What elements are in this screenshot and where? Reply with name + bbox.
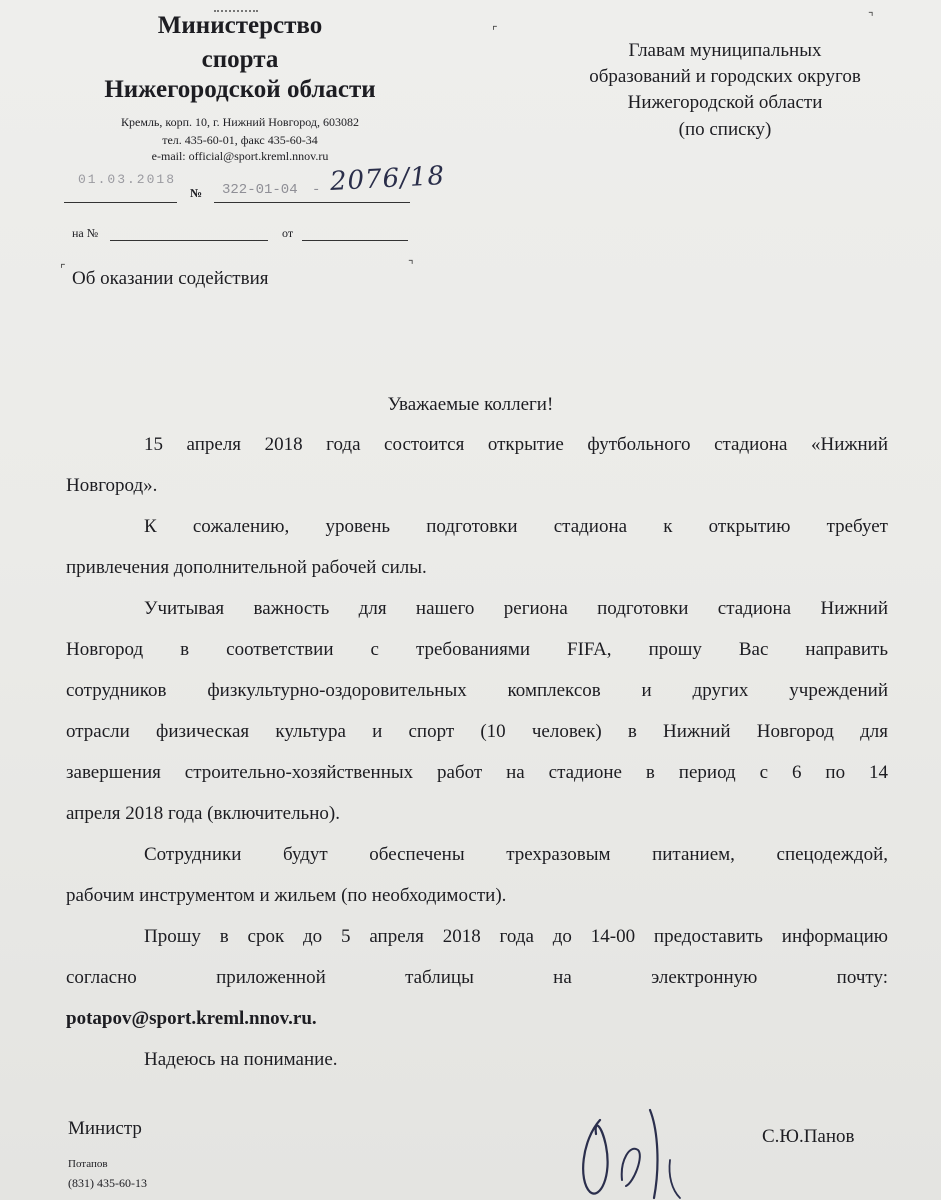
from-underline (302, 240, 408, 241)
paragraph-2-line-2: привлечения дополнительной рабочей силы. (66, 557, 427, 578)
corner-mark: ⌜ (492, 24, 498, 38)
contact-email: potapov@sport.kreml.nnov.ru. (66, 1008, 317, 1029)
signatory-position: Министр (68, 1118, 142, 1139)
ministry-name-line-3: Нижегородской области (104, 76, 376, 103)
paragraph-1-line-1: 15 апреля 2018 года состоится открытие футбольного стадиона «Нижний (144, 434, 888, 455)
paragraph-1-line-2: Новгород». (66, 475, 158, 496)
paragraph-4-line-2: рабочим инструментом и жильем (по необходимости). (66, 885, 507, 906)
corner-mark: ⌝ (868, 10, 874, 24)
from-label: от (282, 226, 294, 240)
letter-subject: Об оказании содействия (72, 268, 269, 289)
paragraph-3-line-5: завершения строительно-хозяйственных работ на стадионе в период с 6 по 14 (66, 762, 888, 783)
handwritten-number: 2076/18 (329, 161, 446, 197)
salutation: Уважаемые коллеги! (387, 394, 554, 415)
recipient-line-2: образований и городских округов (589, 66, 861, 87)
ministry-email: e-mail: official@sport.kreml.nnov.ru (151, 149, 329, 163)
paragraph-5-line-1: Прошу в срок до 5 апреля 2018 года до 14-00 предоставить информацию (144, 926, 888, 947)
number-label: № (190, 186, 203, 200)
reference-underline (110, 240, 268, 241)
executor-phone: (831) 435-60-13 (68, 1176, 147, 1190)
ministry-name-line-2: спорта (201, 46, 279, 73)
handwritten-signature (560, 1090, 710, 1200)
paragraph-4-line-1: Сотрудники будут обеспечены трехразовым питанием, спецодеждой, (144, 844, 888, 865)
paragraph-2-line-1: К сожалению, уровень подготовки стадиона к открытию требует (144, 516, 888, 537)
signatory-name: С.Ю.Панов (762, 1126, 855, 1147)
ministry-phones: тел. 435-60-01, факс 435-60-34 (162, 133, 318, 147)
paragraph-5-line-2: согласно приложенной таблицы на электронную почту: (66, 967, 888, 988)
number-underline (214, 202, 410, 203)
paragraph-3-line-4: отрасли физическая культура и спорт (10 человек) в Нижний Новгород для (66, 721, 888, 742)
paragraph-3-line-2: Новгород в соответствии с требованиями FIFA, прошу Вас направить (66, 639, 888, 660)
paragraph-3-line-6: апреля 2018 года (включительно). (66, 803, 340, 824)
executor-name: Потапов (68, 1158, 108, 1170)
paragraph-3-line-3: сотрудников физкультурно-оздоровительных комплексов и других учреждений (66, 680, 888, 701)
paragraph-6-line-1: Надеюсь на понимание. (144, 1049, 338, 1070)
recipient-line-3: Нижегородской области (627, 92, 823, 113)
recipient-line-4: (по списку) (678, 119, 772, 140)
registration-dash: - (312, 182, 321, 198)
registration-number: 322-01-04 (222, 182, 298, 198)
ministry-name-line-1: Министерство (157, 12, 323, 39)
paragraph-3-line-1: Учитывая важность для нашего региона подготовки стадиона Нижний (144, 598, 888, 619)
corner-mark: ⌜ (60, 262, 66, 276)
paragraph-1 (66, 424, 888, 1080)
recipient-line-1: Главам муниципальных (628, 40, 822, 61)
reference-label: на № (72, 226, 99, 240)
date-stamp: 01.03.2018 (78, 172, 177, 187)
date-underline (64, 202, 177, 203)
corner-mark: ⌝ (408, 258, 414, 272)
ministry-address: Кремль, корп. 10, г. Нижний Новгород, 603082 (121, 115, 359, 129)
